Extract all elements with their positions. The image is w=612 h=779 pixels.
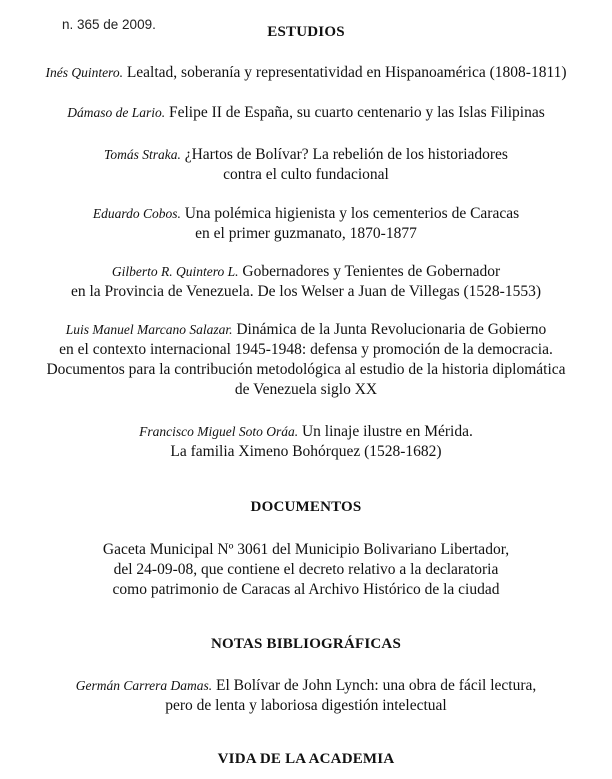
section-heading-vida: VIDA DE LA ACADEMIA (217, 751, 395, 767)
entry-title-continued: en el primer guzmanato, 1870-1877 (195, 225, 417, 242)
section-heading-notas: NOTAS BIBLIOGRÁFICAS (210, 636, 401, 652)
entry-title: Felipe II de España, su cuarto centenario y las Islas Filipinas (168, 104, 545, 121)
entry-title: Dinámica de la Junta Revolucionaria de Gobierno (236, 321, 547, 338)
entry-author: Dámaso de Lario. (67, 105, 166, 120)
entry-author: Tomás Straka. (104, 147, 181, 162)
entry-title-continued: en la Provincia de Venezuela. De los Welser a Juan de Villegas (1528-1553) (70, 283, 541, 300)
estudios-entry-2 (0, 103, 612, 123)
issue-note: n. 365 de 2009. (62, 17, 156, 32)
documentos-line: como patrimonio de Caracas al Archivo Histórico de la ciudad (112, 581, 500, 598)
estudios-entry-4 (0, 204, 612, 244)
entry-author: Luis Manuel Marcano Salazar. (65, 322, 233, 337)
entry-author: Eduardo Cobos. (92, 206, 181, 221)
entry-title: Una polémica higienista y los cementerios de Caracas (184, 205, 520, 222)
section-heading-documentos: DOCUMENTOS (250, 499, 362, 515)
entry-title-continued: Documentos para la contribución metodológica al estudio de la historia diplomática (46, 361, 566, 378)
documentos-text (0, 540, 612, 600)
entry-title: Un linaje ilustre en Mérida. (301, 423, 473, 440)
entry-title: El Bolívar de John Lynch: una obra de fácil lectura, (216, 677, 537, 694)
estudios-entry-5 (0, 262, 612, 302)
entry-title-continued: contra el culto fundacional (223, 166, 389, 183)
estudios-entry-1 (0, 63, 612, 83)
estudios-entry-7 (0, 422, 612, 462)
entry-author: Gilberto R. Quintero L. (111, 264, 239, 279)
entry-title: Gobernadores y Tenientes de Gobernador (242, 263, 501, 280)
estudios-entry-3 (0, 145, 612, 185)
entry-title-continued: La familia Ximeno Bohórquez (1528-1682) (170, 443, 442, 460)
entry-title-continued: de Venezuela siglo XX (234, 381, 378, 398)
entry-author: Germán Carrera Damas. (75, 678, 213, 693)
entry-title: Lealtad, soberanía y representatividad en Hispanoamérica (1808-1811) (126, 64, 567, 81)
documentos-line: del 24-09-08, que contiene el decreto relativo a la declaratoria (113, 561, 499, 578)
documentos-line: Gaceta Municipal Nº 3061 del Municipio Bolivariano Libertador, (102, 541, 510, 558)
entry-author: Francisco Miguel Soto Oráa. (139, 424, 299, 439)
notas-entry (0, 676, 612, 716)
section-heading-estudios: ESTUDIOS (267, 24, 345, 40)
estudios-entry-6 (0, 320, 612, 400)
entry-author: Inés Quintero. (45, 65, 123, 80)
entry-title: ¿Hartos de Bolívar? La rebelión de los historiadores (184, 146, 508, 163)
entry-title-continued: en el contexto internacional 1945-1948: defensa y promoción de la democracia. (59, 341, 553, 358)
entry-title-continued: pero de lenta y laboriosa digestión intelectual (165, 697, 447, 714)
